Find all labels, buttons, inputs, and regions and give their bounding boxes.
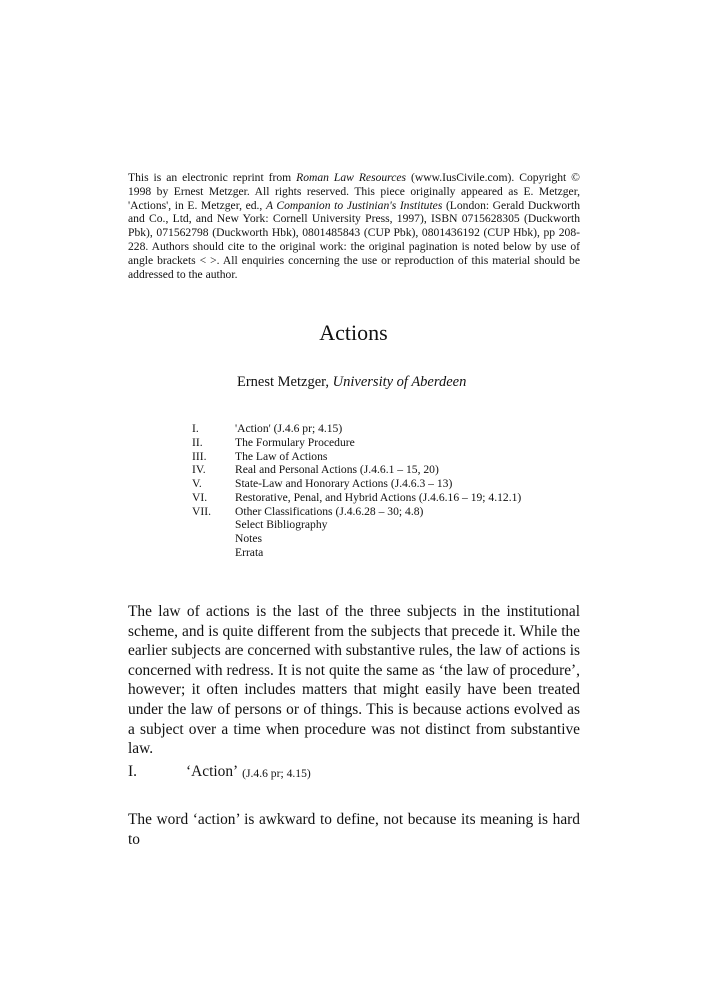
toc-item[interactable] (192, 450, 521, 464)
toc-number: VI. (192, 490, 208, 504)
notice-text: (www.IusCivile.com). Copyright © 1998 by Ernest Metzger. All rights reserved. This piece originally appeared as E. Metzger, 'Actions', in E. Metzger, ed., (128, 171, 580, 212)
section-reference: (J.4.6 pr; 4.15) (242, 767, 311, 780)
toc-item[interactable] (192, 546, 521, 560)
section-paragraph: The word ‘action’ is awkward to define, not because its meaning is hard to (128, 811, 580, 848)
toc-label: Other Classifications (J.4.6.28 – 30; 4.8) (235, 504, 424, 518)
toc-label: Notes (235, 532, 263, 545)
page-title: Actions (319, 320, 388, 345)
toc-number: I. (192, 422, 199, 435)
toc-number: V. (192, 477, 202, 490)
toc-label: 'Action' (J.4.6 pr; 4.15) (235, 422, 343, 435)
author-affiliation: University of Aberdeen (332, 374, 467, 390)
toc-item[interactable] (192, 477, 521, 491)
intro-paragraph: The law of actions is the last of the three subjects in the institutional scheme, and is quite different from the subjects that precede it. While the earlier subjects are concerned with substantive rules, the law of actions is concerned with redress. It is not quite the same as ‘the law of procedure’, however; it often includes matters that might easily have been treated under the law of persons or of things. This is because actions evolved as a subject over a time when procedure was not distinct from substantive law. (128, 603, 580, 758)
notice-text: This is an electronic reprint from (128, 171, 297, 184)
toc-label: The Formulary Procedure (235, 435, 355, 449)
author-line (237, 374, 466, 391)
toc-label: Select Bibliography (235, 518, 328, 532)
table-of-contents (192, 422, 521, 560)
toc-label: Restorative, Penal, and Hybrid Actions (J.4.6.16 – 19; 4.12.1) (235, 490, 522, 504)
author-name: Ernest Metzger, (237, 374, 333, 390)
toc-item[interactable] (192, 463, 521, 477)
section-number: I. (128, 763, 137, 780)
toc-number: II. (192, 435, 203, 449)
toc-item[interactable] (192, 436, 521, 450)
notice-text: (London: Gerald Duckworth and Co., Ltd, and New York: Cornell University Press, 1997), ISBN 0715628305 (Duckworth Pbk), 071562798 (Duckworth Hbk), 0801485843 (CUP Pbk), 0801436192 (CUP Hbk), pp 208-228. Authors should cite to the original work: the original pagination is noted below by use of angle brackets < >. All enquiries concerning the use or reproduction of this material should be addressed to the author. (128, 198, 580, 281)
section-heading (128, 763, 311, 781)
copyright-notice (128, 171, 580, 281)
notice-source: Roman Law Resources (296, 171, 407, 184)
toc-item[interactable] (192, 532, 521, 546)
toc-item[interactable] (192, 505, 521, 519)
toc-number: III. (192, 449, 207, 463)
toc-item[interactable] (192, 518, 521, 532)
toc-label: Real and Personal Actions (J.4.6.1 – 15, 20) (235, 463, 439, 477)
toc-number (192, 518, 235, 532)
notice-book-title: A Companion to Justinian's Institutes (265, 198, 443, 212)
toc-number: IV. (192, 463, 206, 477)
toc-label: The Law of Actions (235, 449, 328, 463)
toc-item[interactable] (192, 422, 521, 436)
toc-number: VII. (192, 504, 211, 518)
toc-label: State-Law and Honorary Actions (J.4.6.3 – 13) (235, 477, 453, 490)
toc-label: Errata (235, 545, 264, 559)
toc-number (192, 532, 235, 546)
toc-item[interactable] (192, 491, 521, 505)
section-title: ‘Action’ (186, 763, 239, 780)
toc-number (192, 546, 235, 560)
